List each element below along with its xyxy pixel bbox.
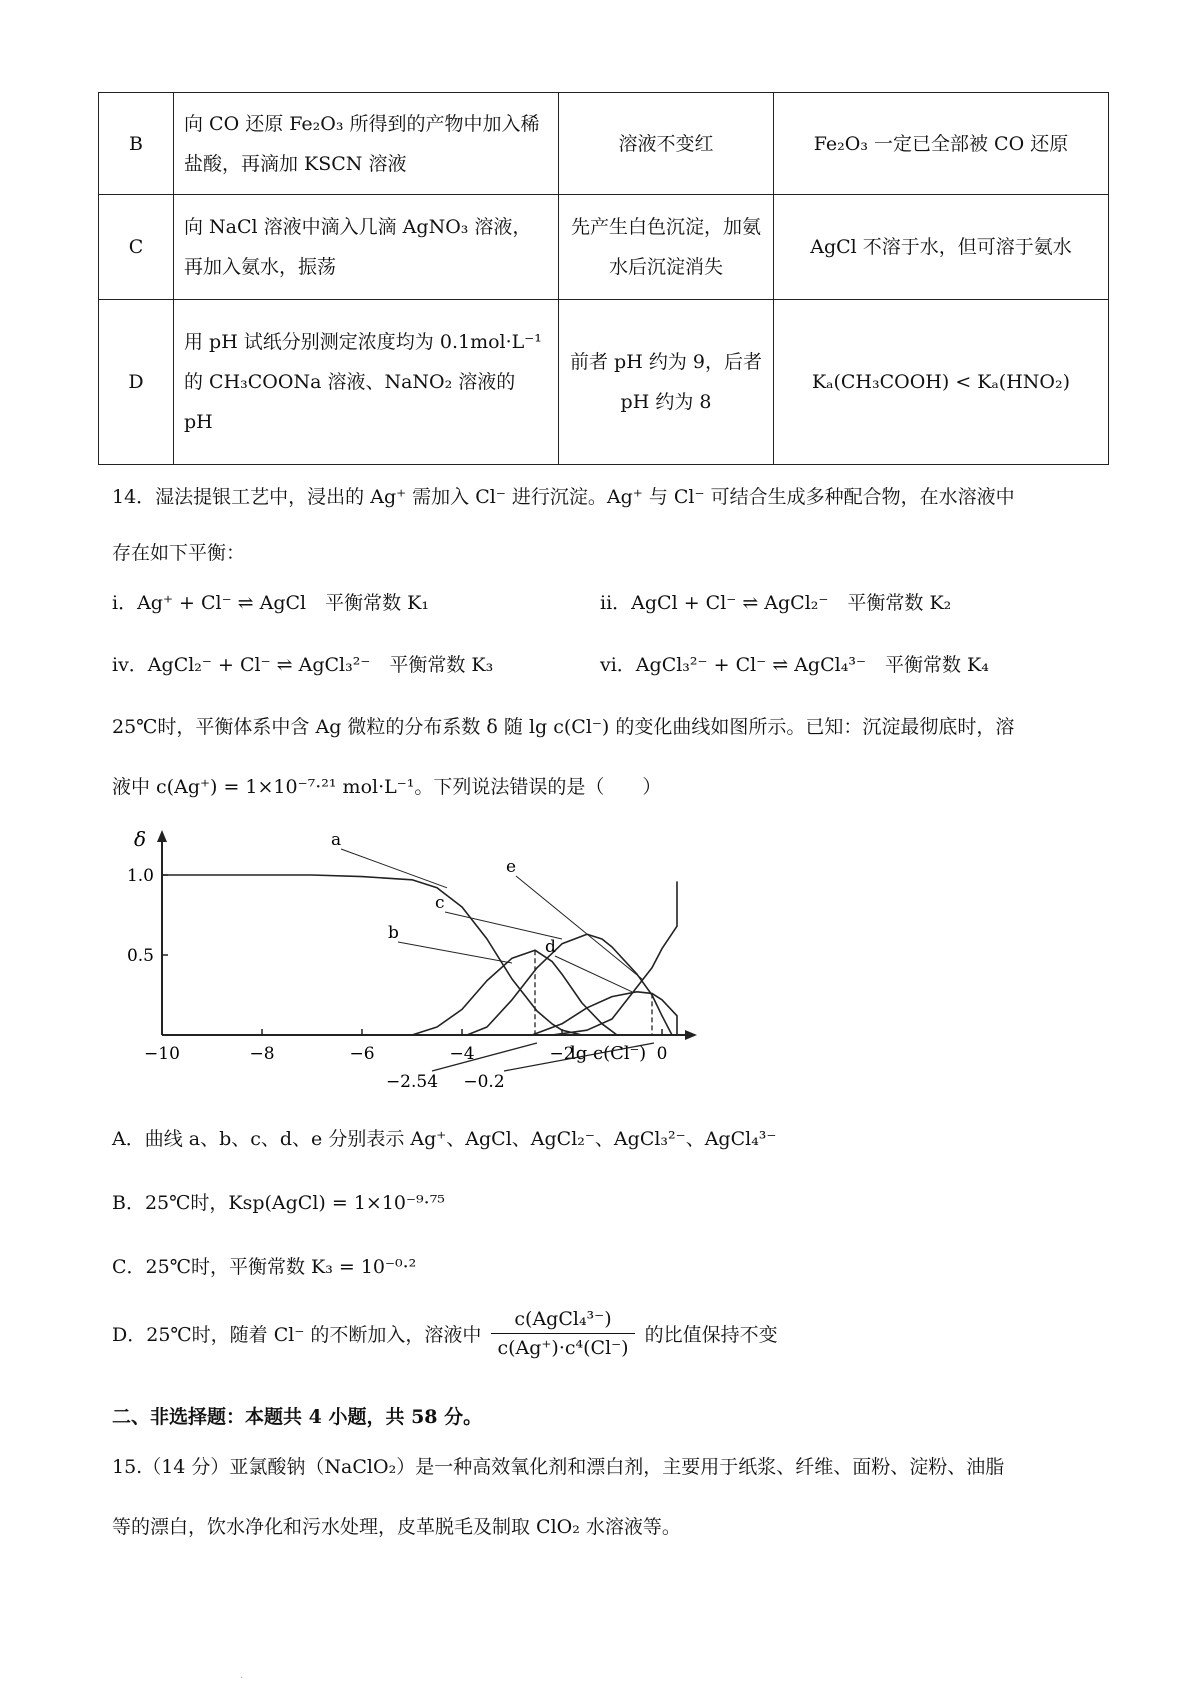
conclusion-cell: AgCl 不溶于水，但可溶于氨水: [774, 195, 1109, 300]
curve-e: [552, 881, 677, 1035]
q15-line1: 15.（14 分）亚氯酸钠（NaClO₂）是一种高效氧化剂和漂白剂，主要用于纸浆、纤维、面粉、淀粉、油脂: [112, 1456, 1005, 1478]
procedure-cell: 向 NaCl 溶液中滴入几滴 AgNO₃ 溶液，再加入氨水，振荡: [174, 195, 559, 300]
y-tick-label: 0.5: [126, 946, 154, 966]
x-tick-label: −2: [549, 1044, 575, 1064]
option-d-prefix: D．25℃时，随着 Cl⁻ 的不断加入，溶液中: [112, 1324, 482, 1346]
q14-desc-line1: 25℃时，平衡体系中含 Ag 微粒的分布系数 δ 随 lg c(Cl⁻) 的变化曲线如图所示。已知：沉淀最彻底时，溶: [112, 716, 1015, 738]
curve-label-b: b: [388, 923, 399, 943]
q14-desc-line2: 液中 c(Ag⁺) = 1×10⁻⁷·²¹ mol·L⁻¹。下列说法错误的是（ ）: [112, 776, 662, 798]
x-tick-label: −10: [144, 1044, 180, 1064]
y-axis-arrow: [157, 830, 167, 842]
ratio-fraction: [491, 1308, 634, 1359]
procedure-cell: 向 CO 还原 Fe₂O₃ 所得到的产物中加入稀盐酸，再滴加 KSCN 溶液: [174, 93, 559, 195]
x-tick-label: −8: [249, 1044, 275, 1064]
annotation-label: −0.2: [463, 1072, 505, 1092]
curve-b: [412, 950, 617, 1035]
equilibrium-ii: ii．AgCl + Cl⁻ ⇌ AgCl₂⁻ 平衡常数 K₂: [600, 592, 952, 614]
curve-label-c: c: [435, 893, 445, 913]
equilibrium-i: i．Ag⁺ + Cl⁻ ⇌ AgCl 平衡常数 K₁: [112, 592, 429, 614]
equilibrium-vi: vi．AgCl₃²⁻ + Cl⁻ ⇌ AgCl₄³⁻ 平衡常数 K₄: [600, 654, 989, 676]
q14-stem-line2: 存在如下平衡：: [112, 542, 246, 564]
y-tick-label: 1.0: [126, 866, 154, 886]
table-row: [99, 93, 1109, 195]
x-axis-arrow: [685, 1030, 697, 1040]
annotation-arrow: [432, 1043, 537, 1071]
equilibrium-iv: iv．AgCl₂⁻ + Cl⁻ ⇌ AgCl₃²⁻ 平衡常数 K₃: [112, 654, 494, 676]
curve-label-e: e: [506, 857, 517, 877]
conclusion-cell: Fe₂O₃ 一定已全部被 CO 还原: [774, 93, 1109, 195]
table-row: [99, 195, 1109, 300]
option-cell: D: [99, 300, 174, 465]
fraction-denominator: c(Ag⁺)·c⁴(Cl⁻): [497, 1337, 629, 1359]
q14-stem-line1: 14．湿法提银工艺中，浸出的 Ag⁺ 需加入 Cl⁻ 进行沉淀。Ag⁺ 与 Cl⁻ 可结合生成多种配合物，在水溶液中: [112, 486, 1015, 508]
y-axis-label: δ: [134, 827, 147, 851]
option-d-suffix: 的比值保持不变: [644, 1324, 778, 1346]
curve-label-leader: [341, 849, 447, 888]
option-d: [112, 1308, 778, 1359]
conclusion-cell: Kₐ(CH₃COOH) < Kₐ(HNO₂): [774, 300, 1109, 465]
phenomenon-cell: 溶液不变红: [559, 93, 774, 195]
page-mark: .: [240, 1670, 244, 1681]
curve-label-d: d: [545, 937, 556, 957]
curve-label-a: a: [331, 830, 342, 850]
section-heading: 二、非选择题：本题共 4 小题，共 58 分。: [112, 1406, 483, 1428]
phenomenon-cell: 先产生白色沉淀，加氨水后沉淀消失: [559, 195, 774, 300]
x-tick-label: −4: [449, 1044, 475, 1064]
curve-label-leader: [516, 876, 642, 979]
x-tick-label: −6: [349, 1044, 375, 1064]
experiment-table: [98, 92, 1109, 465]
curve-label-leader: [445, 912, 562, 939]
x-tick-label: 0: [656, 1044, 668, 1064]
option-cell: B: [99, 93, 174, 195]
phenomenon-cell: 前者 pH 约为 9，后者 pH 约为 8: [559, 300, 774, 465]
curve-d: [532, 992, 677, 1035]
fraction-numerator: c(AgCl₄³⁻): [491, 1308, 634, 1334]
option-b: B．25℃时，Ksp(AgCl) = 1×10⁻⁹·⁷⁵: [112, 1192, 445, 1214]
table-row: [99, 300, 1109, 465]
option-c: C．25℃时，平衡常数 K₃ = 10⁻⁰·²: [112, 1256, 417, 1278]
distribution-chart: [112, 820, 712, 1095]
x-axis-label: lg c(Cl⁻): [570, 1043, 647, 1064]
q15-line2: 等的漂白，饮水净化和污水处理，皮革脱毛及制取 ClO₂ 水溶液等。: [112, 1516, 681, 1538]
option-a: A．曲线 a、b、c、d、e 分别表示 Ag⁺、AgCl、AgCl₂⁻、AgCl₃²⁻、AgCl₄³⁻: [112, 1128, 777, 1150]
procedure-cell: 用 pH 试纸分别测定浓度均为 0.1mol·L⁻¹ 的 CH₃COONa 溶液、NaNO₂ 溶液的 pH: [174, 300, 559, 465]
annotation-label: −2.54: [385, 1072, 439, 1092]
option-cell: C: [99, 195, 174, 300]
